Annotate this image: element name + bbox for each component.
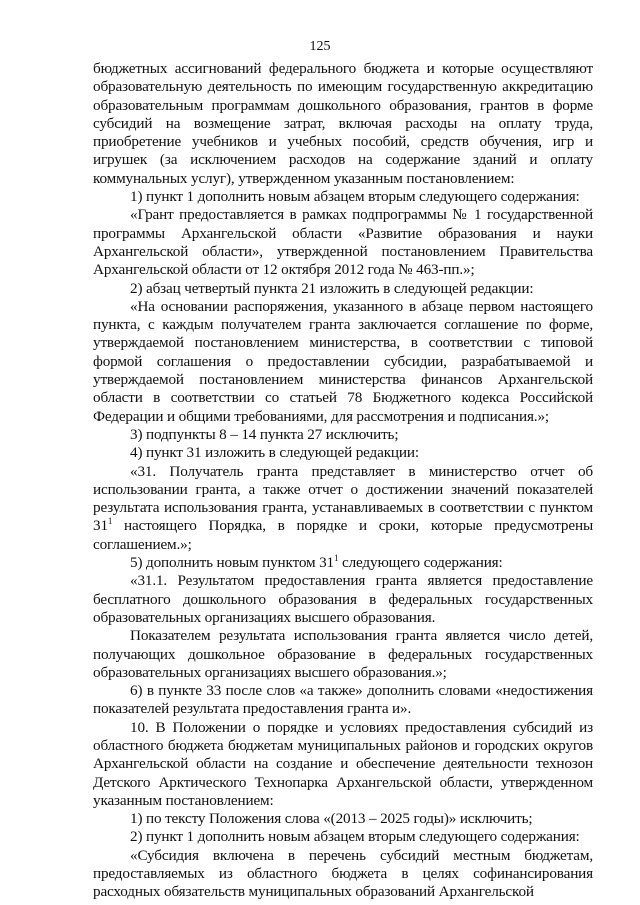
paragraph-9-continuation: следующего содержания: [338, 554, 503, 572]
paragraph-8 [93, 463, 593, 554]
paragraph-9-text: 5) дополнить новым пунктом 31 [130, 554, 335, 572]
page-number: 125 [309, 39, 331, 54]
paragraph-10: «31.1. Результатом предоставления гранта является предоставление бесплатного дошкольного образования в федеральных государственных образовательных организациях высшего образования. [93, 572, 593, 626]
superscript: 1 [334, 553, 339, 564]
paragraph-15: 2) пункт 1 дополнить новым абзацем вторым следующего содержания: [130, 828, 580, 846]
paragraph-1: бюджетных ассигнований федерального бюджета и которые осуществляют образовательную деятельность по имеющим государственную аккредитацию образовательным программам дошкольного образования, грантов в форме субсидий на возмещение затрат, включая расходы на оплату труда, приобретение учебников и учебных пособий, средств обучения, игр и игрушек (за исключением расходов на содержание зданий и оплату коммунальных услуг), утвержденном указанным постановлением: [93, 60, 593, 187]
paragraph-8-text: «31. Получатель гранта представляет в министерство отчет об использовании гранта, а также отчет о достижении значений показателей результата использования гранта, устанавливаемых в соответствии с пунктом 31 [93, 462, 593, 535]
paragraph-12: 6) в пункте 33 после слов «а также» дополнить словами «недостижения показателей результата предоставления гранта и». [93, 682, 593, 718]
superscript: 1 [107, 516, 113, 527]
paragraph-7: 4) пункт 31 изложить в следующей редакции: [130, 444, 419, 462]
paragraph-9 [93, 554, 593, 572]
paragraph-11: Показателем результата использования гранта является число детей, получающих дошкольное образование в федеральных государственных образовательных организациях высшего образования.»; [93, 627, 593, 681]
paragraph-2: 1) пункт 1 дополнить новым абзацем вторым следующего содержания: [130, 188, 580, 206]
paragraph-5: «На основании распоряжения, указанного в абзаце первом настоящего пункта, с каждым получателем гранта заключается соглашение по форме, утверждаемой постановлением министерства, в соответствии с типовой формой соглашения о предоставлении субсидии, разрабатываемой и утверждаемой постановлением министерства финансов Архангельской области в соответствии со статьей 78 Бюджетного кодекса Российской Федерации и общими требованиями, для рассмотрения и подписания.»; [93, 297, 593, 425]
document-body [93, 60, 593, 902]
paragraph-8-continuation: настоящего Порядка, в порядке и сроки, которые предусмотрены соглашением.»; [93, 517, 593, 553]
paragraph-13: 10. В Положении о порядке и условиях предоставления субсидий из областного бюджета бюджетам муниципальных районов и городских округов Архангельской области на создание и обеспечение деятельности технозон Детского Арктического Технопарка Архангельской области, утвержденном указанным постановлением: [93, 718, 593, 809]
paragraph-6: 3) подпункты 8 – 14 пункта 27 исключить; [130, 425, 399, 443]
paragraph-16: «Субсидия включена в перечень субсидий местным бюджетам, предоставляемых из областного бюджета в целях софинансирования расходных обязательств муниципальных образований Архангельской [93, 846, 593, 901]
paragraph-3: «Грант предоставляется в рамках подпрограммы № 1 государственной программы Архангельской области «Развитие образования и науки Архангельской области», утвержденной постановлением Правительства Архангельской области от 12 октября 2012 года № 463-пп.»; [93, 206, 593, 279]
paragraph-4: 2) абзац четвертый пункта 21 изложить в следующей редакции: [130, 279, 534, 297]
paragraph-14: 1) по тексту Положения слова «(2013 – 2025 годы)» исключить; [130, 810, 533, 828]
